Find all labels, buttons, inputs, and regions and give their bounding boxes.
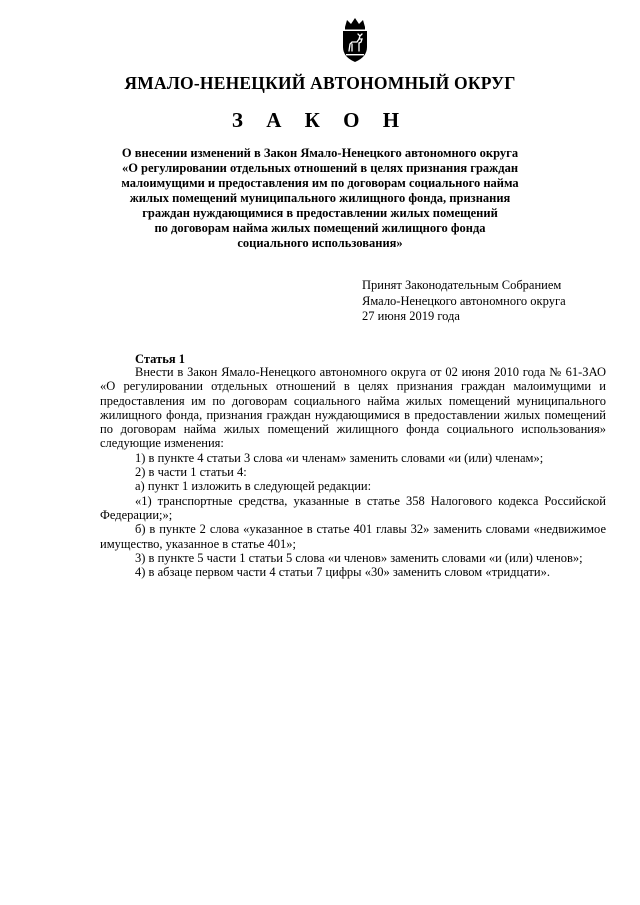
paragraph: Внести в Закон Ямало-Ненецкого автономного округа от 02 июня 2010 года № 61-ЗАО «О регулировании отдельных отношений в целях признания граждан малоимущими и предоставления им по договорам социального найма жилых помещений муниципального жилищного фонда, признания граждан нуждающимися в предоставлении жилых помещений по договорам найма жилых помещений жилищного фонда социального использования» следующие изменения: bbox=[100, 365, 606, 451]
paragraph: «1) транспортные средства, указанные в статье 358 Налогового кодекса Российской Федерации;»; bbox=[100, 493, 606, 522]
paragraph: 3) в пункте 5 части 1 статьи 5 слова «и членов» заменить словами «и (или) членов»; bbox=[135, 550, 583, 565]
paragraph: 4) в абзаце первом части 4 статьи 7 цифры «30» заменить словом «тридцати». bbox=[135, 565, 550, 580]
subject-line: социального использования» bbox=[237, 236, 403, 250]
paragraph: 2) в части 1 статьи 4: bbox=[135, 465, 247, 480]
adoption-line: Ямало-Ненецкого автономного округа bbox=[362, 293, 566, 308]
adoption-date: 27 июня 2019 года bbox=[362, 309, 460, 323]
document-type-title: З А К О Н bbox=[231, 108, 409, 132]
paragraph: б) в пункте 2 слова «указанное в статье 401 главы 32» заменить словами «недвижимое имущество, указанное в статье 401»; bbox=[100, 522, 606, 551]
coat-of-arms-icon bbox=[337, 17, 373, 63]
subject-line: по договорам найма жилых помещений жилищного фонда bbox=[154, 221, 486, 235]
subject-line: жилых помещений муниципального жилищного фонда, признания bbox=[129, 191, 511, 205]
paragraph: 1) в пункте 4 статьи 3 слова «и членам» заменить словами «и (или) членам»; bbox=[135, 450, 544, 465]
adoption-line: Принят Законодательным Собранием bbox=[362, 278, 562, 292]
region-title: ЯМАЛО-НЕНЕЦКИЙ АВТОНОМНЫЙ ОКРУГ bbox=[124, 73, 516, 93]
article-body bbox=[100, 365, 606, 579]
subject-line: О внесении изменений в Закон Ямало-Ненецкого автономного округа bbox=[121, 146, 519, 160]
article-title: Статья 1 bbox=[135, 352, 185, 366]
subject-line: граждан нуждающимися в предоставлении жилых помещений bbox=[142, 206, 498, 220]
subject-line: «О регулировании отдельных отношений в целях признания граждан bbox=[121, 161, 519, 175]
subject-line: малоимущими и предоставления им по договорам социального найма bbox=[121, 176, 519, 190]
law-subject bbox=[80, 146, 560, 251]
adoption-note bbox=[362, 278, 566, 325]
paragraph: а) пункт 1 изложить в следующей редакции: bbox=[135, 479, 372, 494]
